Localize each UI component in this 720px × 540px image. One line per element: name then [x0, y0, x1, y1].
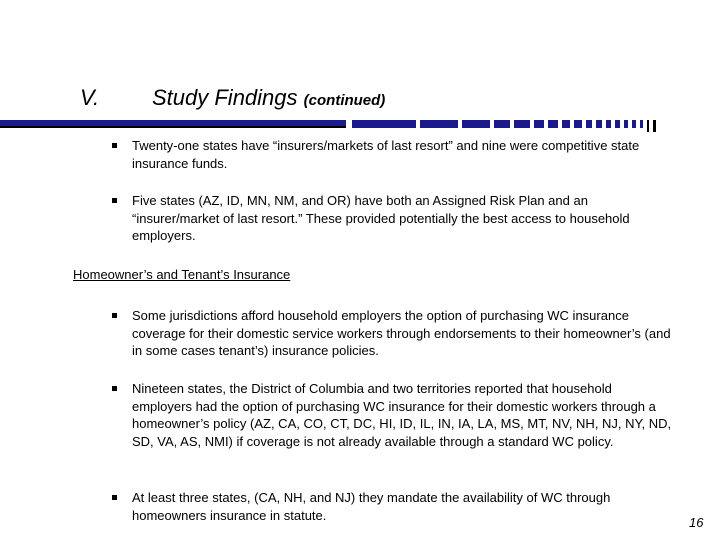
slide-section-number: V.	[80, 85, 100, 110]
bullet-text: Nineteen states, the District of Columbia and two territories reported that household employers had the option of purchasing WC insurance for their domestic workers through a homeowner’s policy (AZ, CA, CO, CT, DC, HI, ID, IL, IN, IA, LA, MS, MT, NV, NH, NJ, NY, ND, SD, VA, AS, NMI) if coverage is not already available through a standard WC policy.	[132, 381, 672, 449]
page-number: 16	[689, 515, 704, 530]
bullet-square-icon	[112, 495, 117, 500]
bullet-square-icon	[112, 386, 117, 391]
slide-title-suffix: (continued)	[303, 92, 386, 109]
bullet-text: Some jurisdictions afford household employers the option of purchasing WC insurance coverage for their domestic service workers through endorsements to their homeowner’s (and in some cases tenant’s) insurance policies.	[132, 308, 671, 358]
bullet-square-icon	[112, 313, 117, 318]
bullet-text: Five states (AZ, ID, MN, NM, and OR) have both an Assigned Risk Plan and an “insurer/market of last resort.” These provided potentially the best access to household employers.	[132, 193, 630, 243]
title-divider-bar	[0, 120, 720, 134]
bullet-text: Twenty-one states have “insurers/markets of last resort” and nine were competitive state insurance funds.	[132, 138, 640, 171]
bullet-square-icon	[112, 143, 117, 148]
section-heading: Homeowner’s and Tenant’s Insurance	[73, 267, 291, 282]
slide-title-text: Study Findings	[152, 85, 298, 110]
divider-graphic	[0, 120, 720, 134]
bullet-text: At least three states, (CA, NH, and NJ) they mandate the availability of WC through homeowners insurance in statute.	[132, 490, 611, 523]
bullet-square-icon	[112, 198, 117, 203]
slide-title	[152, 84, 385, 115]
